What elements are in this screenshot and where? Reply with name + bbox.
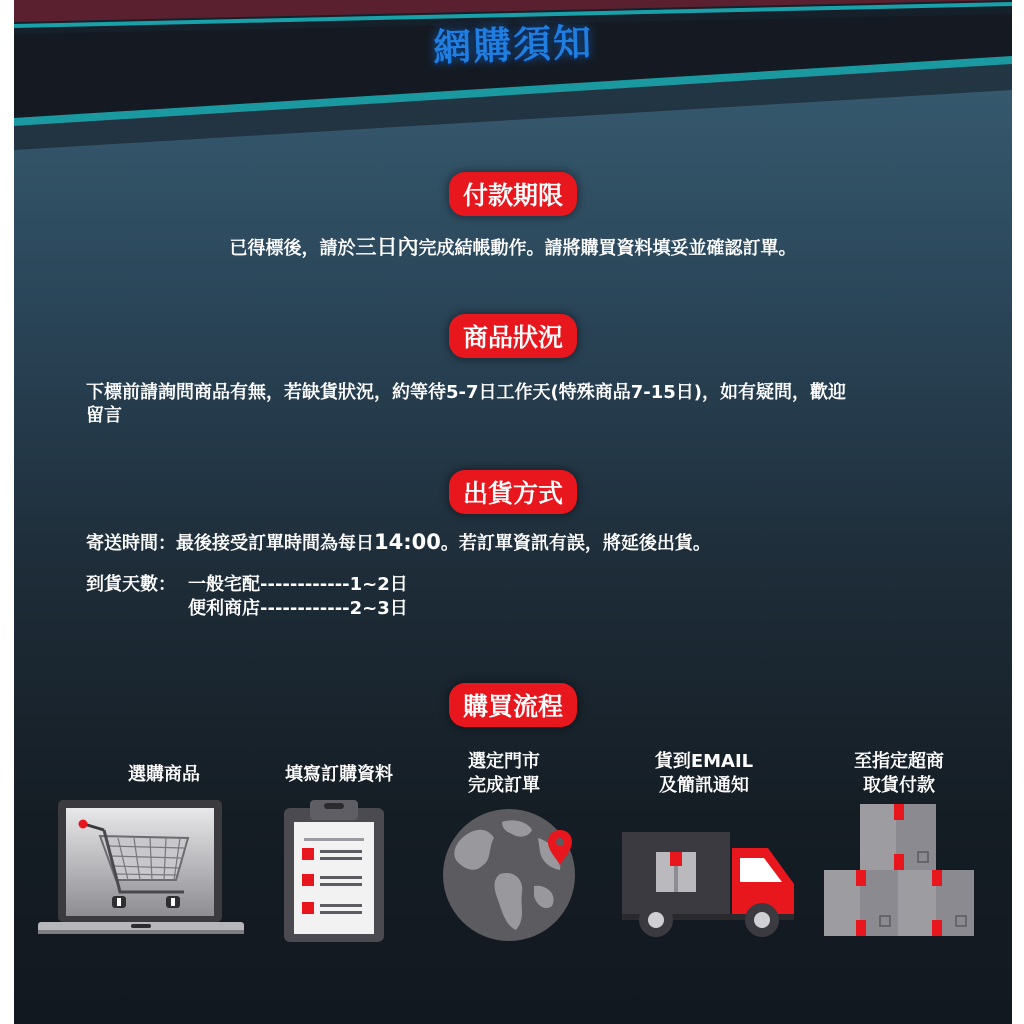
step-5-label: [834, 750, 964, 798]
clipboard-icon: [284, 800, 384, 942]
shipping-heading: 出貨方式: [449, 470, 577, 514]
step-5-line2: 取貨付款: [863, 775, 935, 796]
shipping-cutoff: 14:00: [374, 530, 441, 554]
payment-text-pre: 已得標後，請於: [229, 238, 356, 259]
step-1-label: [104, 763, 224, 787]
page-title: 網購須知: [432, 20, 594, 70]
delivery-method-store: 便利商店------------2~3日: [188, 598, 408, 619]
condition-text-line2: 留言: [86, 405, 122, 426]
condition-text: [86, 381, 986, 427]
delivery-method-home: 一般宅配------------1~2日: [188, 574, 408, 595]
step-2-line1: 填寫訂購資料: [285, 764, 393, 785]
shipping-time-pre: 寄送時間：最後接受訂單時間為每日: [86, 533, 374, 554]
shipping-time: [86, 531, 986, 555]
condition-text-line1: 下標前請詢問商品有無，若缺貨狀況，約等待5-7日工作天(特殊商品7-15日)，如有疑問，歡迎: [86, 382, 847, 403]
info-panel: [14, 0, 1012, 1024]
step-4-line2: 及簡訊通知: [659, 775, 749, 796]
step-2-label: [269, 763, 409, 787]
payment-deadline: 三日內: [355, 235, 419, 259]
delivery-days-label: 到貨天數：: [86, 574, 176, 595]
delivery-truck-icon: [622, 828, 794, 940]
step-3-line2: 完成訂單: [468, 775, 540, 796]
step-4-label: [634, 750, 774, 798]
step-3-line1: 選定門市: [468, 751, 540, 772]
step-5-line1: 至指定超商: [854, 751, 944, 772]
process-heading: 購買流程: [449, 683, 577, 727]
step-1-line1: 選購商品: [128, 764, 200, 785]
globe-pin-icon: [442, 808, 576, 942]
payment-text: [14, 236, 1012, 260]
payment-text-post: 完成結帳動作。請將購買資料填妥並確認訂單。: [418, 238, 797, 259]
boxes-icon: [824, 804, 974, 936]
step-4-line1: 貨到EMAIL: [654, 751, 754, 772]
step-3-label: [444, 750, 564, 798]
payment-heading: 付款期限: [449, 172, 577, 216]
shipping-time-post: 。若訂單資訊有誤，將延後出貨。: [440, 533, 711, 554]
laptop-cart-icon: [38, 800, 244, 940]
condition-heading: 商品狀況: [449, 314, 577, 358]
